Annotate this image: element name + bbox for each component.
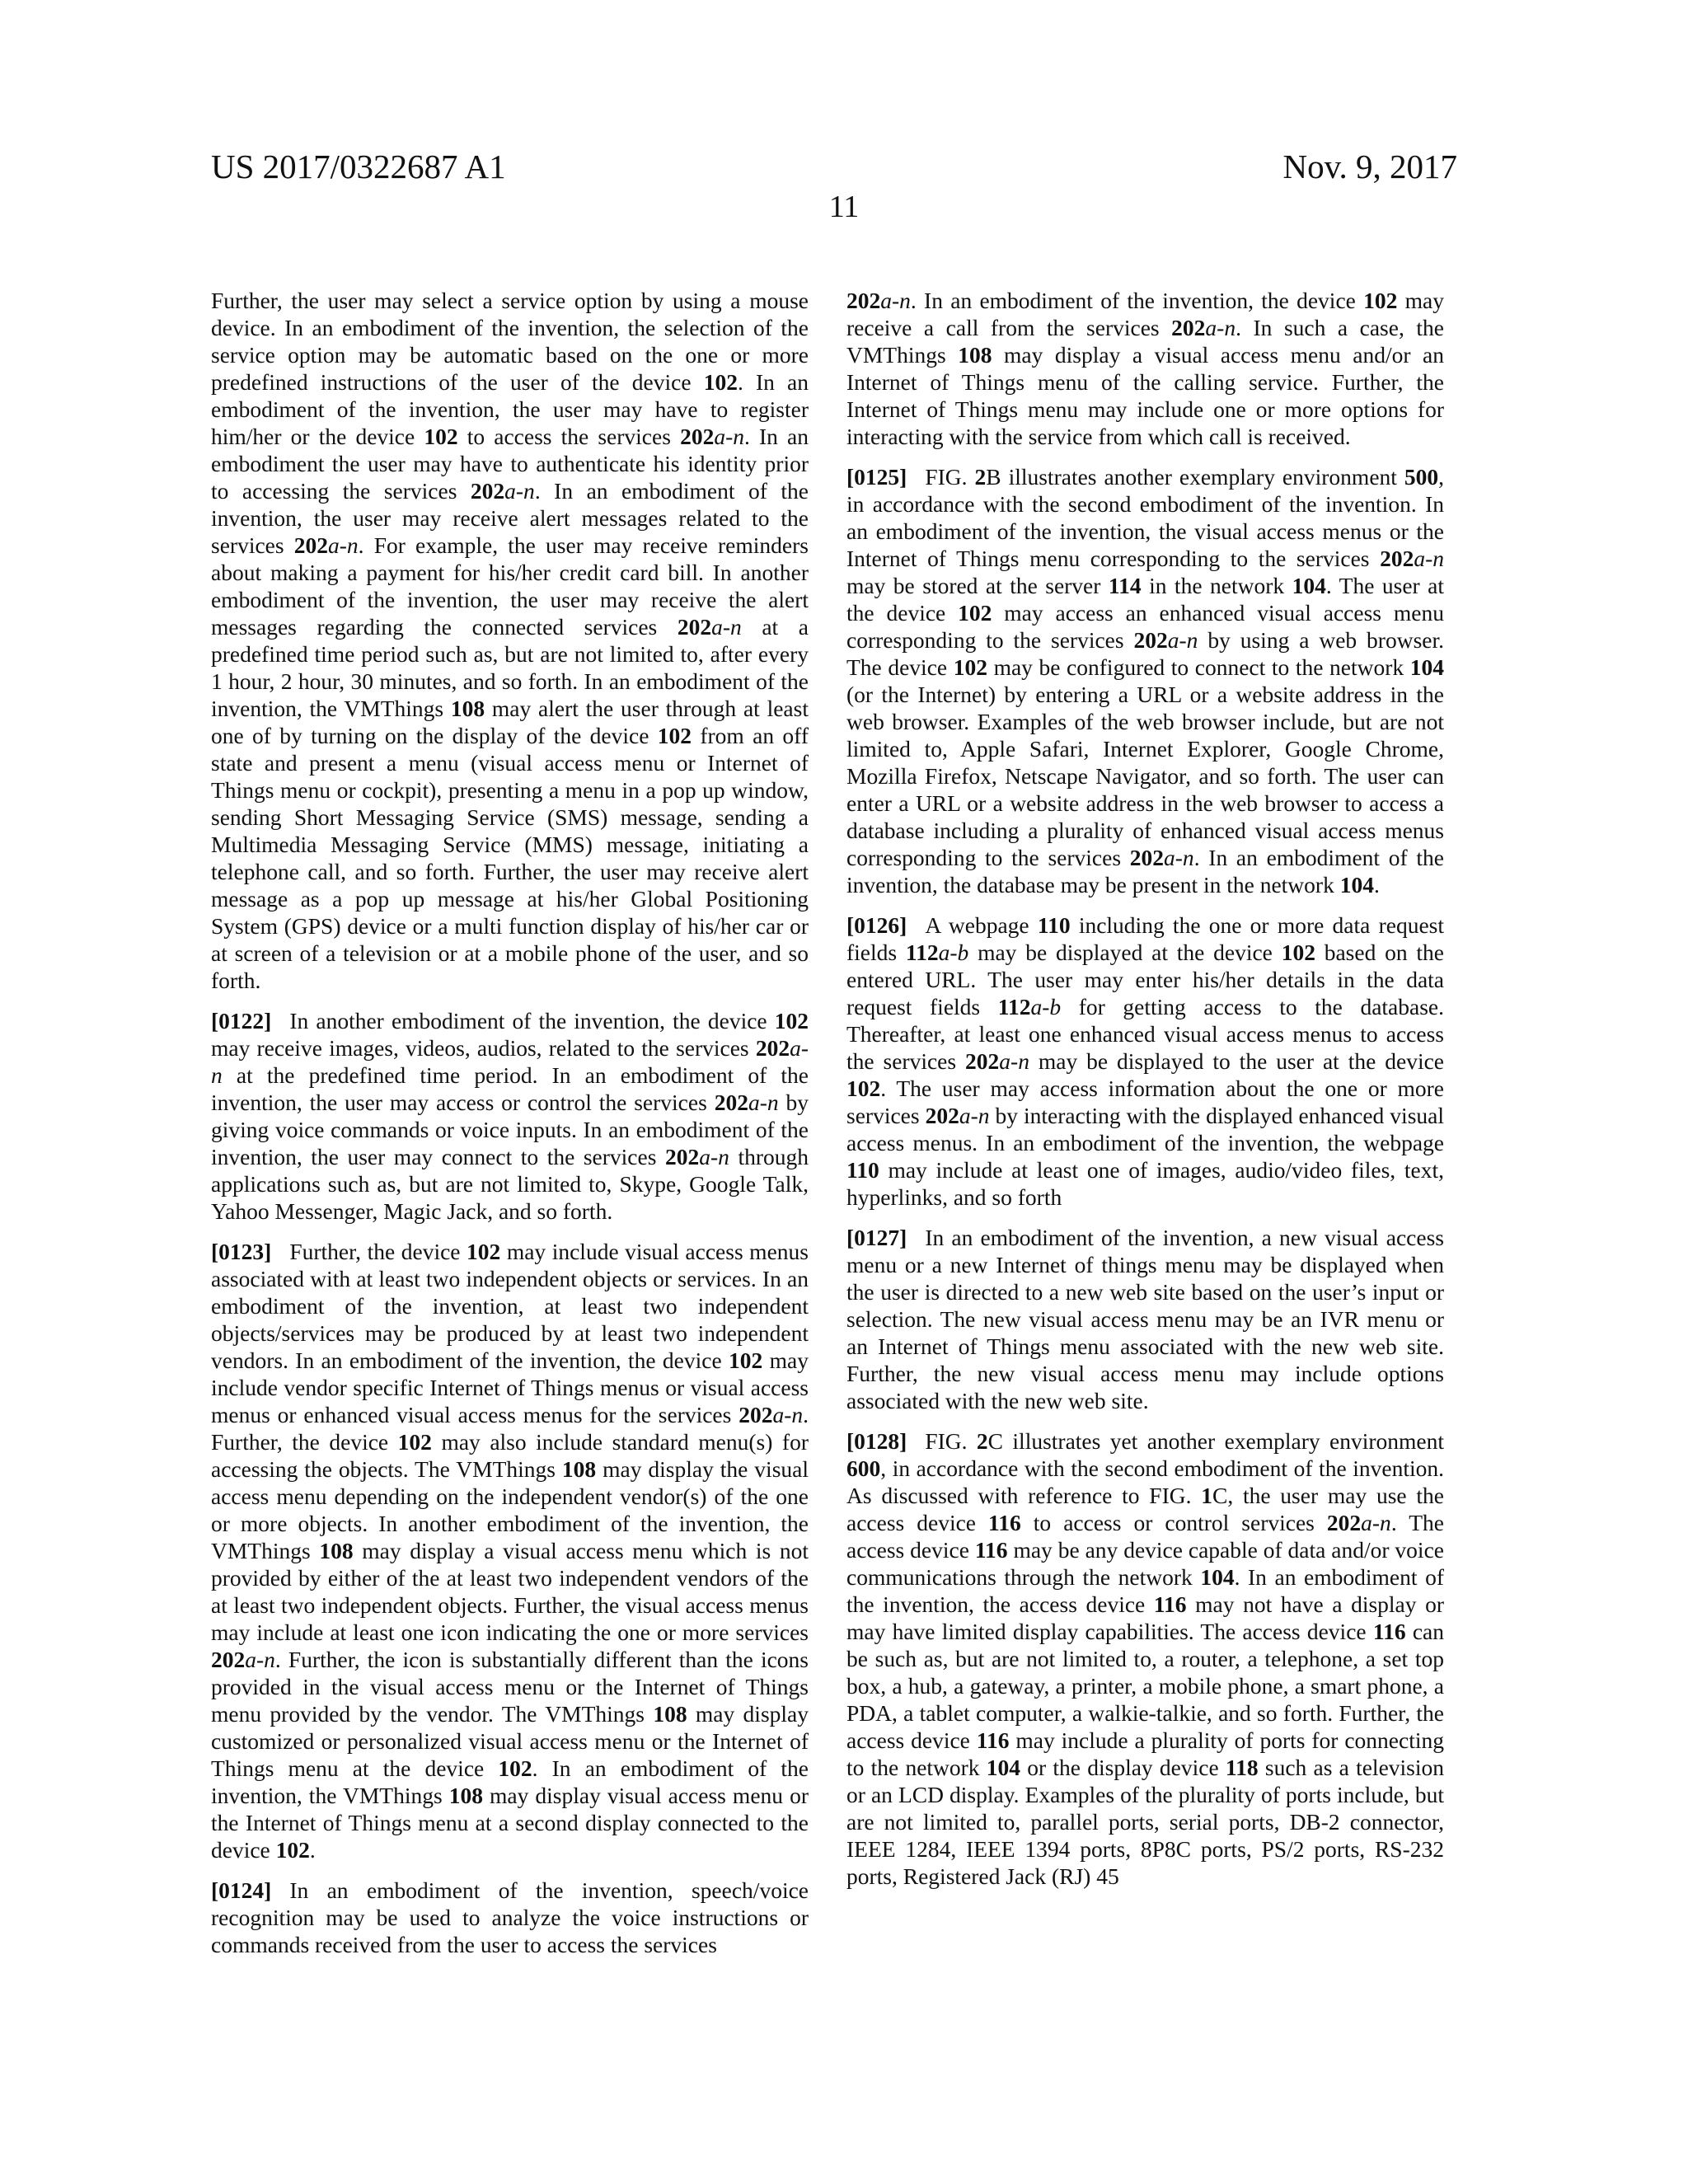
paragraph-text: FIG. 2B illustrates another exemplary environment 500, in accordance with the second embodiment of the invention. In an embodiment of the invention, the visual access menus or the Internet of Things menu corresponding to the services 202a-n may be stored at the server 114 in the network 104. The user at the device 102 may access an enhanced visual access menu corresponding to the services 202a-n by using a web browser. The device 102 may be configured to connect to the network 104 (or the Internet) by entering a URL or a website address in the web browser. Examples of the web browser include, but are not limited to, Apple Safari, Internet Explorer, Google Chrome, Mozilla Firefox, Netscape Navigator, and so forth. The user can enter a URL or a website address in the web browser to access a database including a plurality of enhanced visual access menus corresponding to the services 202a-n. In an embodiment of the invention, the database may be present in the network 104. [846,464,1445,898]
paragraph-number: [0122] [211,1008,272,1033]
paragraph-0127 [846,1224,1444,1414]
paragraph-number: [0126] [846,912,907,938]
paragraph-text: 202a-n. In an embodiment of the invention, the device 102 may receive a call from the services 202a-n. In such a case, the VMThings 108 may display a visual access menu and/or an Internet of Things menu of the calling service. Further, the Internet of Things menu may include one or more options for interacting with the service from which call is received. [846,288,1445,449]
paragraph-number: [0125] [846,464,907,490]
paragraph-text: FIG. 2C illustrates yet another exemplary environment 600, in accordance with the second embodiment of the invention. As discussed with reference to FIG. 1C, the user may use the access device 116 to access or control services 202a-n. The access device 116 may be any device capable of data and/or voice communications through the network 104. In an embodiment of the invention, the access device 116 may not have a display or may have limited display capabilities. The access device 116 can be such as, but are not limited to, a router, a telephone, a set top box, a hub, a gateway, a printer, a mobile phone, a smart phone, a PDA, a tablet computer, a walkie-talkie, and so forth. Further, the access device 116 may include a plurality of ports for connecting to the network 104 or the display device 118 such as a television or an LCD display. Examples of the plurality of ports include, but are not limited to, parallel ports, serial ports, DB-2 connector, IEEE 1284, IEEE 1394 ports, 8P8C ports, PS/2 ports, RS-232 ports, Registered Jack (RJ) 45 [846,1428,1445,1889]
paragraph-continued [211,287,809,994]
paragraph-number: [0128] [846,1428,907,1454]
paragraph-0122 [211,1007,809,1225]
publication-number: US 2017/0322687 A1 [211,148,506,185]
paragraph-text: Further, the device 102 may include visual access menus associated with at least two independent objects or services. In an embodiment of the invention, at least two independent objects/services may be produced by at least two independent vendors. In an embodiment of the invention, the device 102 may include vendor specific Internet of Things menus or visual access menus or enhanced visual access menus for the services 202a-n. Further, the device 102 may also include standard menu(s) for accessing the objects. The VMThings 108 may display the visual access menu depending on the independent vendor(s) of the one or more objects. In another embodiment of the invention, the VMThings 108 may display a visual access menu which is not provided by either of the at least two independent vendors of the at least two independent objects. Further, the visual access menus may include at least one icon indicating the one or more services 202a-n. Further, the icon is substantially different than the icons provided in the visual access menu or the Internet of Things menu provided by the vendor. The VMThings 108 may display customized or personalized visual access menu or the Internet of Things menu at the device 102. In an embodiment of the invention, the VMThings 108 may display visual access menu or the Internet of Things menu at a second display connected to the device 102. [211,1239,809,1863]
paragraph-number: [0124] [211,1877,272,1903]
paragraph-0125 [846,463,1444,898]
paragraph-0123 [211,1238,809,1863]
paragraph-text: A webpage 110 including the one or more data request fields 112a-b may be displayed at the device 102 based on the entered URL. The user may enter his/her details in the data request fields 112a-b for getting access to the database. Thereafter, at least one enhanced visual access menus to access the services 202a-n may be displayed to the user at the device 102. The user may access information about the one or more services 202a-n by interacting with the displayed enhanced visual access menus. In an embodiment of the invention, the webpage 110 may include at least one of images, audio/video files, text, hyperlinks, and so forth [846,912,1444,1210]
paragraph-number: [0127] [846,1225,907,1250]
paragraph-number: [0123] [211,1239,272,1264]
page-number: 11 [828,190,860,224]
paragraph-0124 [211,1877,809,1958]
right-column [846,287,1444,1903]
paragraph-0128 [846,1427,1444,1890]
paragraph-text: In an embodiment of the invention, a new visual access menu or a new Internet of things menu may be displayed when the user is directed to a new web site based on the user’s input or selection. The new visual access menu may be an IVR menu or an Internet of Things menu associated with the new web site. Further, the new visual access menu may include options associated with the new web site. [846,1225,1444,1413]
publication-date: Nov. 9, 2017 [1282,148,1457,185]
paragraph-continued [846,287,1444,450]
paragraph-text: In an embodiment of the invention, speech/voice recognition may be used to analyze the voice instructions or commands received from the user to access the services [211,1877,809,1957]
paragraph-text: In another embodiment of the invention, the device 102 may receive images, videos, audios, related to the services 202a-n at the predefined time period. In an embodiment of the invention, the user may access or control the services 202a-n by giving voice commands or voice inputs. In an embodiment of the invention, the user may connect to the services 202a-n through applications such as, but are not limited to, Skype, Google Talk, Yahoo Messenger, Magic Jack, and so forth. [211,1008,809,1224]
left-column [211,287,809,1971]
paragraph-text: Further, the user may select a service option by using a mouse device. In an embodiment of the invention, the selection of the service option may be automatic based on the one or more predefined instructions of the user of the device 102. In an embodiment of the invention, the user may have to register him/her or the device 102 to access the services 202a-n. In an embodiment the user may have to authenticate his identity prior to accessing the services 202a-n. In an embodiment of the invention, the user may receive alert messages related to the services 202a-n. For example, the user may receive reminders about making a payment for his/her credit card bill. In another embodiment of the invention, the user may receive the alert messages regarding the connected services 202a-n at a predefined time period such as, but are not limited to, after every 1 hour, 2 hour, 30 minutes, and so forth. In an embodiment of the invention, the VMThings 108 may alert the user through at least one of by turning on the display of the device 102 from an off state and present a menu (visual access menu or Internet of Things menu or cockpit), presenting a menu in a pop up window, sending Short Messaging Service (SMS) message, sending a Multimedia Messaging Service (MMS) message, initiating a telephone call, and so forth. Further, the user may receive alert message as a pop up message at his/her Global Positioning System (GPS) device or a multi function display of his/her car or at screen of a television or at a mobile phone of the user, and so forth. [211,288,809,993]
paragraph-0126 [846,912,1444,1211]
